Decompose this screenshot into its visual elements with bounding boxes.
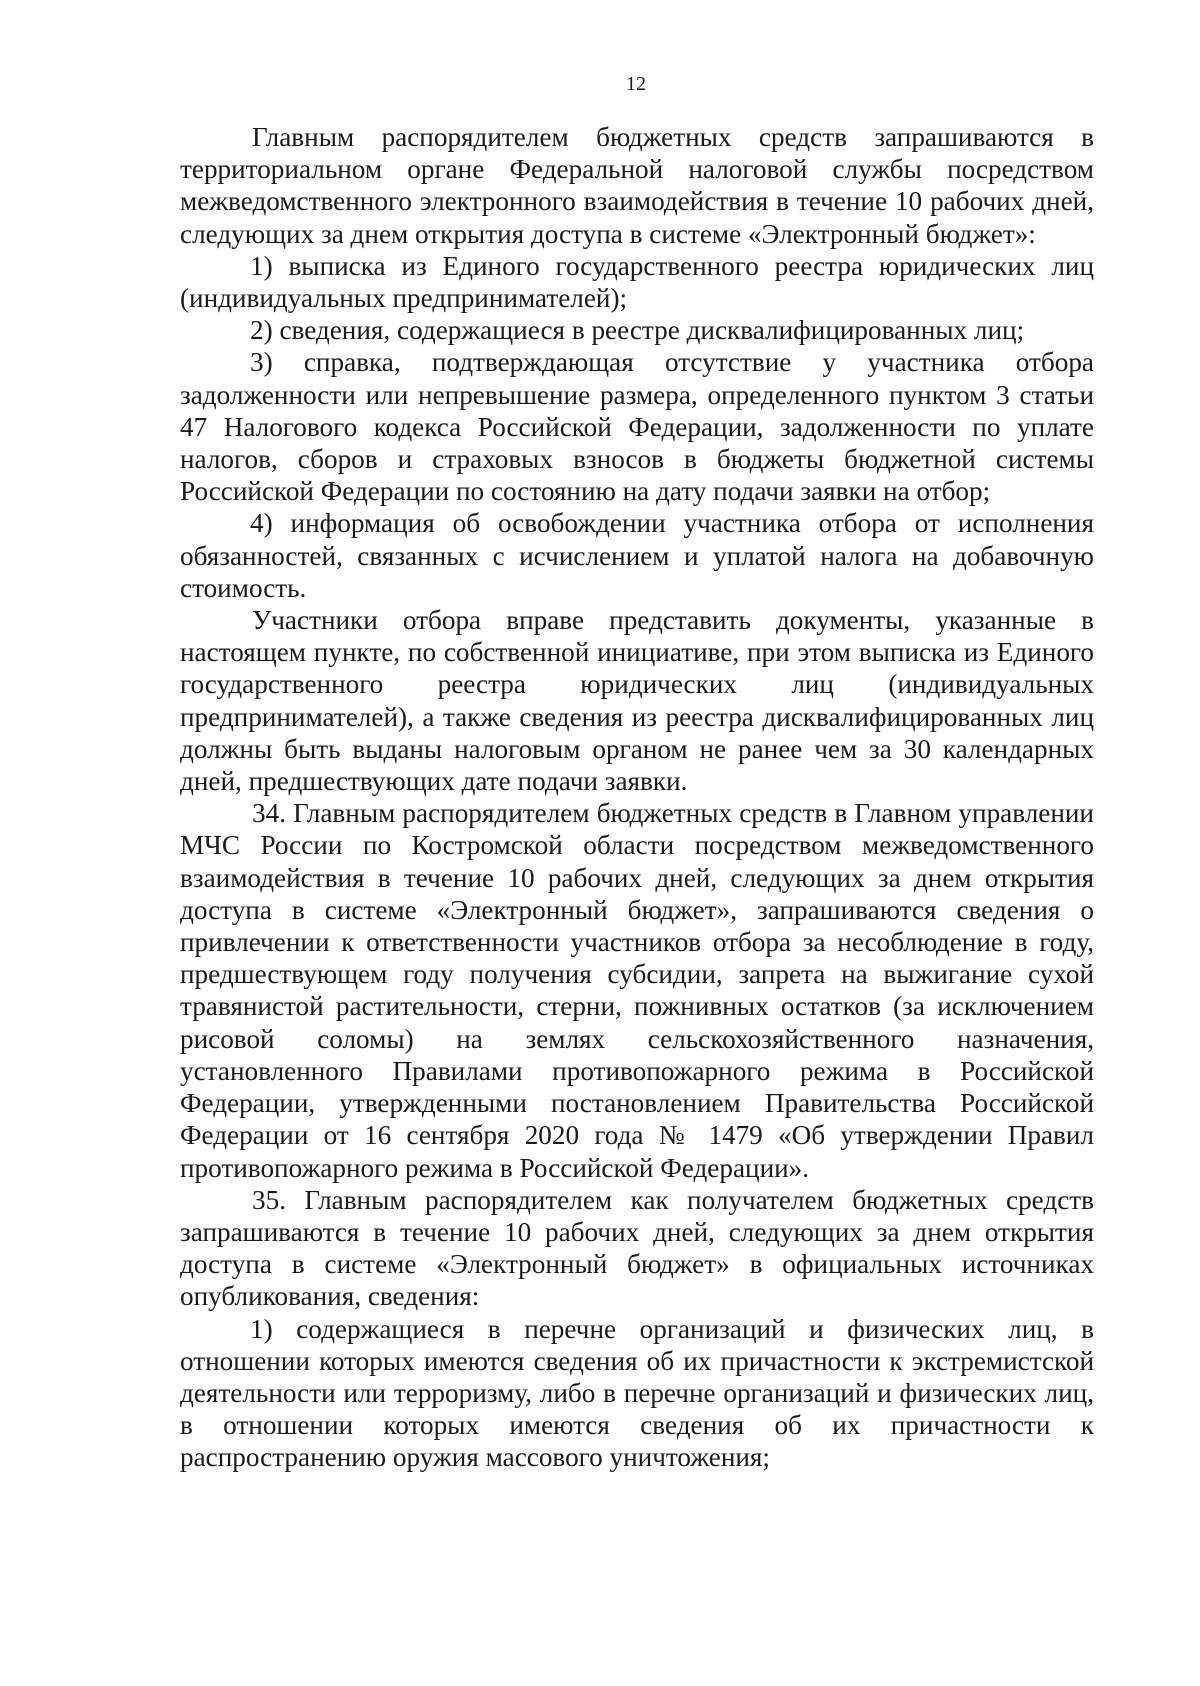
page-number: 12 [626,73,646,95]
list-item-3: 3) справка, подтверждающая отсутствие у участника отбора задолженности или непревышение размера, определенного пунктом 3 статьи 47 Налогового кодекса Российской Федерации, задолженности по уплате налогов, сборов и страховых взносов в бюджеты бюджетной системы Российской Федерации по состоянию на дату подачи заявки на отбор; [180,347,1094,507]
list-item-1: 1) выписка из Единого государственного реестра юридических лиц (индивидуальных предпринимателей); [180,250,1094,314]
paragraph-35: 35. Главным распорядителем как получателем бюджетных средств запрашиваются в течение 10 рабочих дней, следующих за днем открытия доступа в системе «Электронный бюджет» в официальных источниках опубликования, сведения: [180,1184,1094,1312]
paragraph-intro: Главным распорядителем бюджетных средств запрашиваются в территориальном органе Федеральной налоговой службы посредством межведомственного электронного взаимодействия в течение 10 рабочих дней, следующих за днем открытия доступа в системе «Электронный бюджет»: [180,122,1094,249]
paragraph-participants: Участники отбора вправе представить документы, указанные в настоящем пункте, по собственной инициативе, при этом выписка из Единого государственного реестра юридических лиц (индивидуальных предпринимателей), а также сведения из реестра дисквалифицированных лиц должны быть выданы налоговым органом не ранее чем за 30 календарных дней, предшествующих дате подачи заявки. [180,605,1094,797]
list-item-2: 2) сведения, содержащиеся в реестре дисквалифицированных лиц; [250,315,1025,346]
list-item-4: 4) информация об освобождении участника отбора от исполнения обязанностей, связанных с исчислением и уплатой налога на добавочную стоимость. [180,508,1094,603]
paragraph-34: 34. Главным распорядителем бюджетных средств в Главном управлении МЧС России по Костромской области посредством межведомственного взаимодействия в течение 10 рабочих дней, следующих за днем открытия доступа в системе «Электронный бюджет», запрашиваются сведения о привлечении к ответственности участников отбора за несоблюдение в году, предшествующем году получения субсидии, запрета на выжигание сухой травянистой растительности, стерни, пожнивных остатков (за исключением рисовой соломы) на землях сельскохозяйственного назначения, установленного Правилами противопожарного режима в Российской Федерации, утвержденными постановлением Правительства Российской Федерации от 16 сентября 2020 года № 1479 «Об утверждении Правил противопожарного режима в Российской Федерации». [180,798,1094,1183]
list-item-35-1: 1) содержащиеся в перечне организаций и физических лиц, в отношении которых имеются сведения об их причастности к экстремистской деятельности или терроризму, либо в перечне организаций и физических лиц, в отношении которых имеются сведения об их причастности к распространению оружия массового уничтожения; [180,1313,1094,1473]
document-body [180,121,1094,1474]
